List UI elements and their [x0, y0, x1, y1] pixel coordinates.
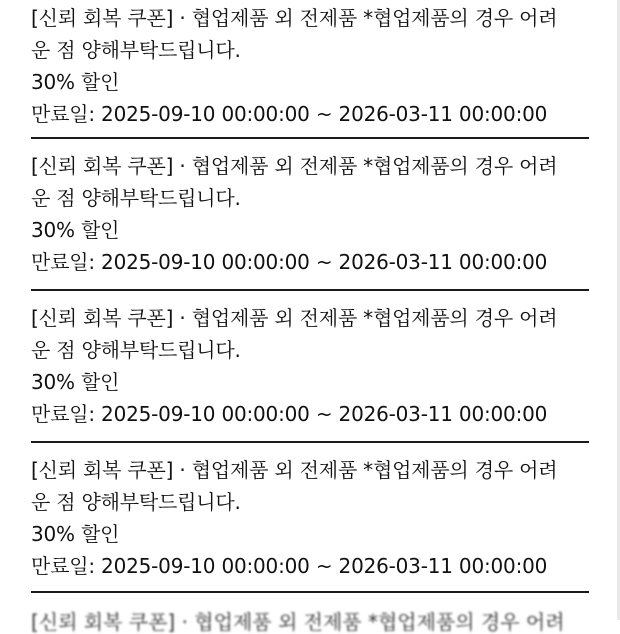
coupon-title-continued: 운 점 양해부탁드립니다.: [31, 338, 241, 362]
coupon-discount: 30% 할인: [31, 522, 120, 546]
coupon-item[interactable]: [0, 302, 620, 450]
coupon-title-continued: 운 점 양해부탁드립니다.: [31, 186, 241, 210]
coupon-description: [31, 2, 601, 130]
coupon-discount: 30% 할인: [31, 370, 120, 394]
coupon-title: [신뢰 회복 쿠폰] · 협업제품 외 전제품 *협업제품의 경우 어려: [31, 154, 558, 178]
coupon-discount: 30% 할인: [31, 218, 120, 242]
divider: [31, 137, 589, 139]
divider: [31, 591, 589, 593]
coupon-item[interactable]: [0, 2, 620, 150]
divider: [31, 289, 589, 291]
coupon-expiry: 만료일: 2025-09-10 00:00:00 ~ 2026-03-11 00:00:00: [31, 102, 548, 126]
coupon-expiry: 만료일: 2025-09-10 00:00:00 ~ 2026-03-11 00:00:00: [31, 402, 548, 426]
coupon-expiry: 만료일: 2025-09-10 00:00:00 ~ 2026-03-11 00:00:00: [31, 250, 548, 274]
coupon-title: [신뢰 회복 쿠폰] · 협업제품 외 전제품 *협업제품의 경우 어려: [31, 6, 558, 30]
coupon-title: [신뢰 회복 쿠폰] · 협업제품 외 전제품 *협업제품의 경우 어려: [31, 306, 558, 330]
coupon-title-partial[interactable]: [신뢰 회복 쿠폰] · 협업제품 외 전제품 *협업제품의 경우 어려: [31, 610, 565, 634]
coupon-description: [31, 454, 601, 582]
coupon-item[interactable]: [0, 150, 620, 298]
divider: [31, 441, 589, 443]
coupon-expiry: 만료일: 2025-09-10 00:00:00 ~ 2026-03-11 00:00:00: [31, 554, 548, 578]
coupon-description: [31, 150, 601, 278]
coupon-discount: 30% 할인: [31, 70, 120, 94]
coupon-description: [31, 302, 601, 430]
coupon-item[interactable]: [0, 454, 620, 602]
coupon-title-continued: 운 점 양해부탁드립니다.: [31, 490, 241, 514]
coupon-title: [신뢰 회복 쿠폰] · 협업제품 외 전제품 *협업제품의 경우 어려: [31, 458, 558, 482]
coupon-title-continued: 운 점 양해부탁드립니다.: [31, 38, 241, 62]
